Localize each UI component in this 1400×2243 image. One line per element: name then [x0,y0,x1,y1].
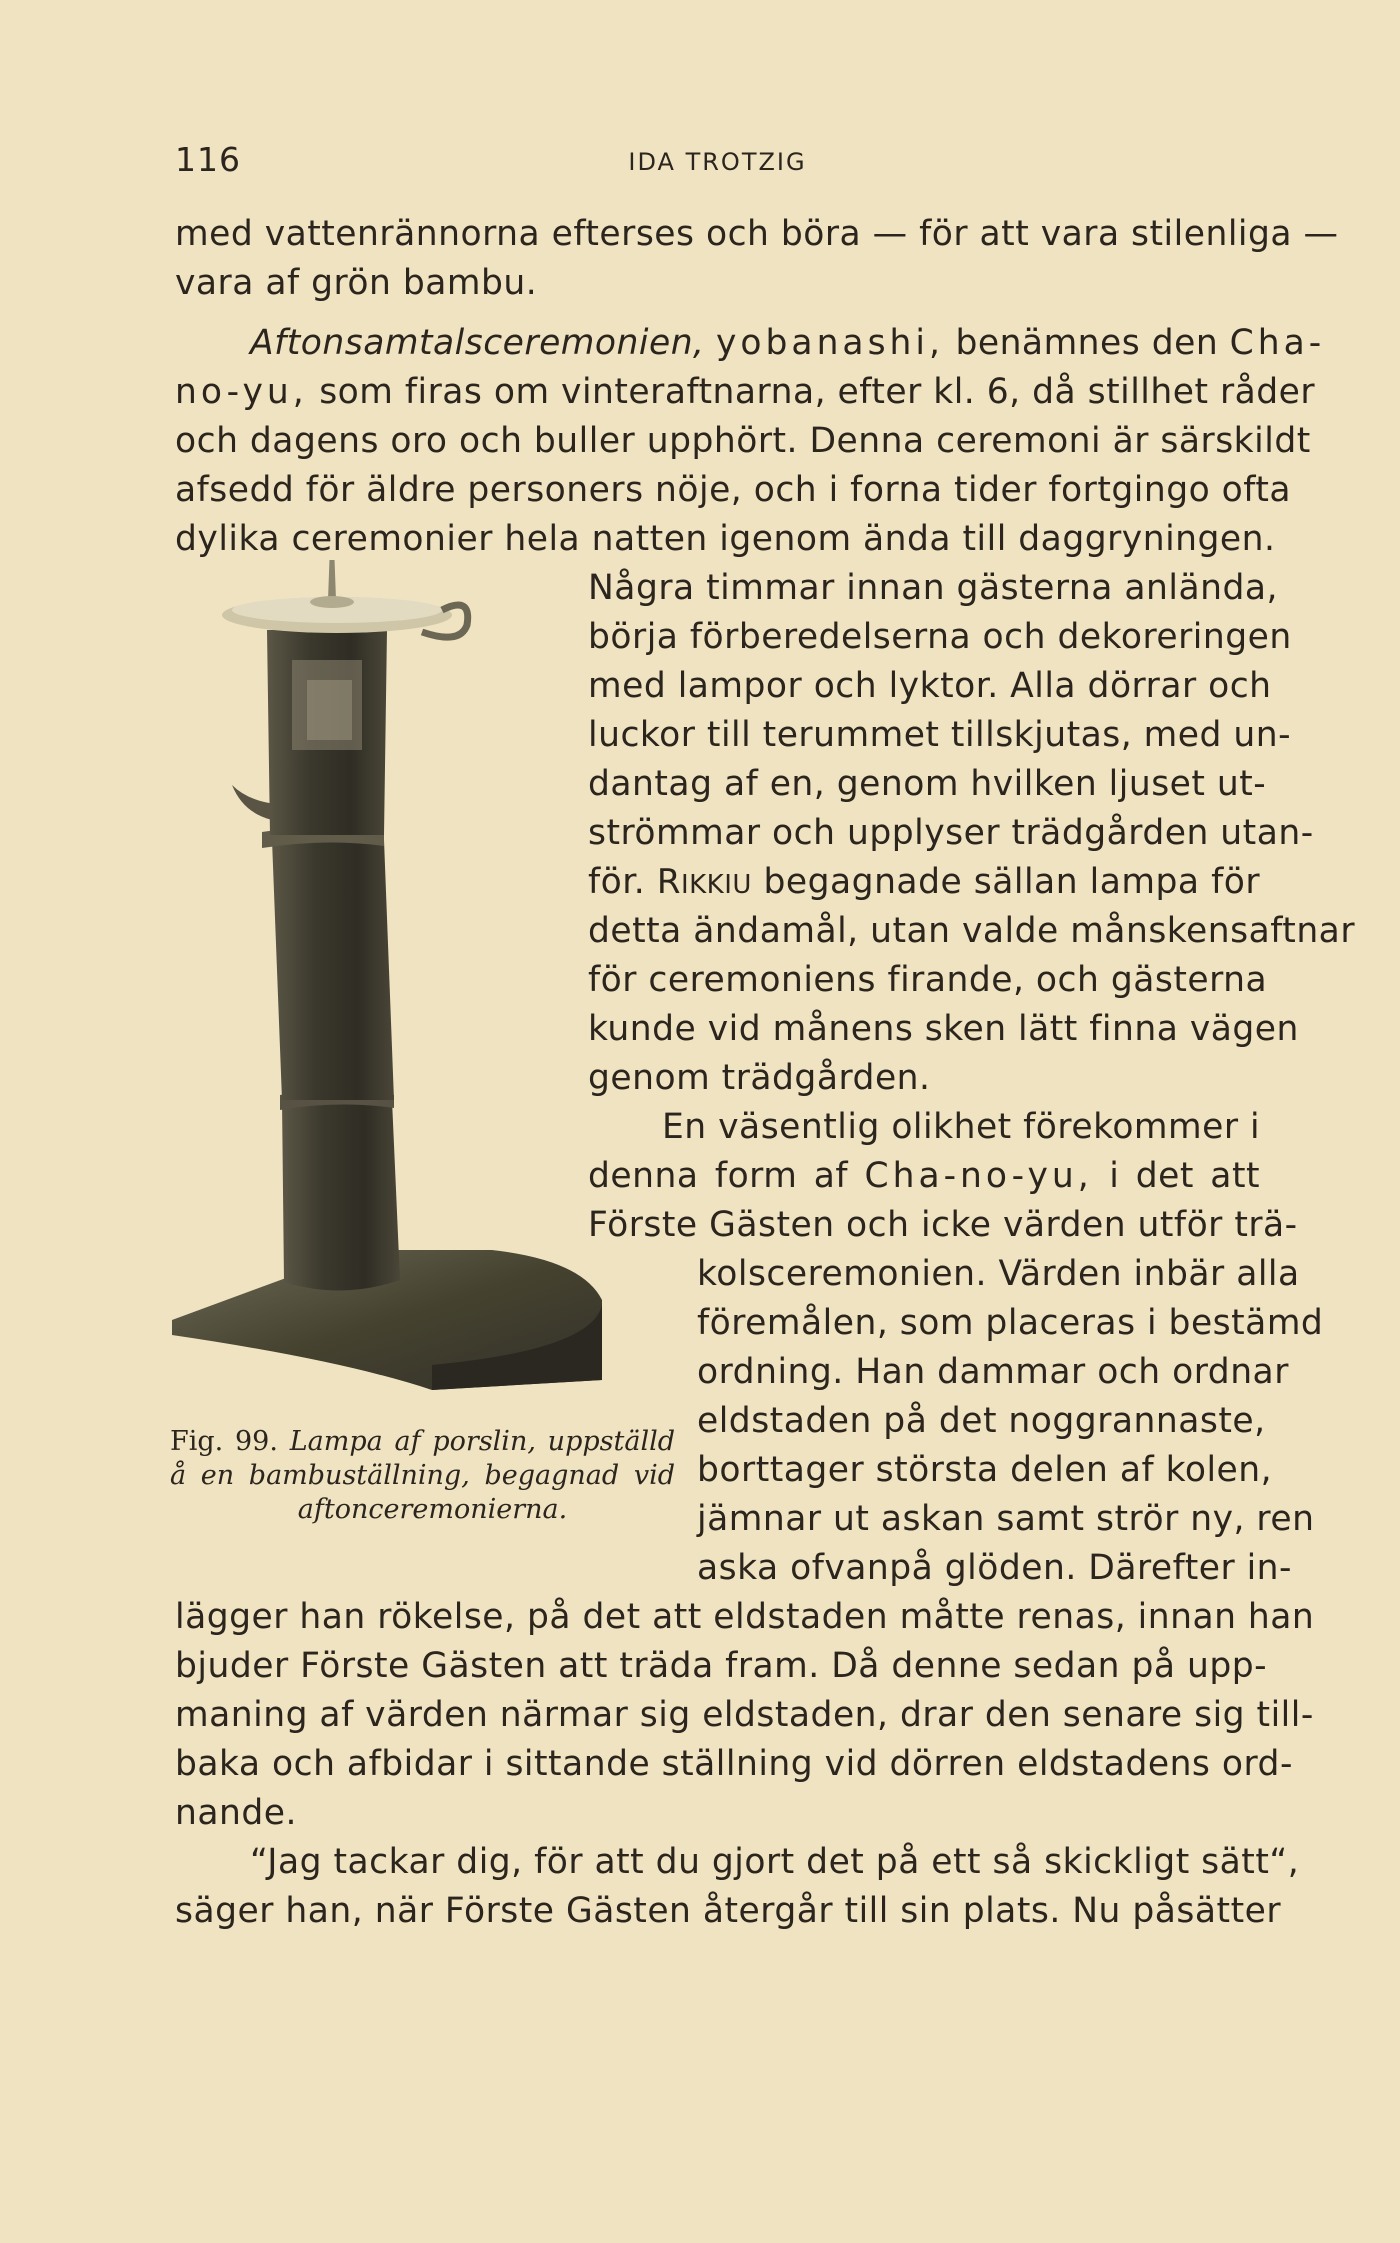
text-span: denna form af [588,1156,849,1196]
text-line: aska ofvanpå glöden. Därefter in- [697,1548,1292,1588]
text-line: säger han, när Förste Gästen återgår till sin plats. Nu påsätter [175,1891,1282,1931]
term-no-yu: no-yu, [175,372,308,412]
text-line: strömmar och upplyser trädgården utan- [588,813,1314,853]
text-span: benämnes den [955,323,1219,363]
figure-label: Fig. 99. [170,1426,278,1457]
text-line: jämnar ut askan samt strör ny, ren [697,1499,1315,1539]
term-cha: Cha- [1229,323,1326,363]
page-header [175,140,1260,180]
text-line: baka och afbidar i sittande ställning vid dörren eldstadens ord- [175,1744,1293,1784]
caption-line: aftonceremonierna. [297,1494,568,1525]
text-line: nande. [175,1793,297,1833]
caption-line: å en bambuställning, begagnad vid [170,1460,675,1491]
term-yobanashi: yobanashi, [716,323,944,363]
section-title: Aftonsamtalsceremonien, [250,323,705,363]
text-line: “Jag tackar dig, för att du gjort det på ett så skickligt sätt“, [250,1842,1300,1882]
text-line: genom trädgården. [588,1058,931,1098]
caption-text: Lampa af porslin, uppställd [289,1426,675,1457]
lamp-illustration [162,560,682,1420]
text-span: i det att [1109,1156,1261,1196]
text-line [175,368,1316,417]
text-line: eldstaden på det noggrannaste, [697,1401,1266,1441]
text-line: En väsentlig olikhet förekommer i [662,1107,1261,1147]
text-span: som firas om vinteraftnarna, efter kl. 6, då stillhet råder [319,372,1316,412]
text-line [588,1152,1260,1201]
text-line: föremålen, som placeras i bestämd [697,1303,1324,1343]
figure-caption [170,1425,675,1527]
text-line: ordning. Han dammar och ordnar [697,1352,1289,1392]
text-line: kunde vid månens sken lätt finna vägen [588,1009,1299,1049]
text-line: för ceremoniens firande, och gästerna [588,960,1268,1000]
page-number: 116 [175,140,241,179]
text-line: Förste Gästen och icke värden utför trä- [588,1205,1298,1245]
caption-line [170,1425,675,1459]
text-line: börja förberedelserna och dekoreringen [588,617,1292,657]
text-line: och dagens oro och buller upphört. Denna ceremoni är särskildt [175,421,1311,461]
text-line [250,319,1326,368]
term-cha-no-yu: Cha-no-yu, [864,1156,1093,1196]
text-line: detta ändamål, utan valde månskensaftnar [588,911,1356,951]
text-line: vara af grön bambu. [175,263,538,303]
text-line: lägger han rökelse, på det att eldstaden måtte renas, innan han [175,1597,1315,1637]
text-line: luckor till terummet tillskjutas, med un- [588,715,1292,755]
text-span: för. [588,862,646,902]
text-line [588,858,1260,907]
text-line: maning af värden närmar sig eldstaden, drar den senare sig till- [175,1695,1314,1735]
text-span: begagnade sällan lampa för [763,862,1261,902]
text-line: afsedd för äldre personers nöje, och i forna tider fortgingo ofta [175,470,1291,510]
text-line: med lampor och lyktor. Alla dörrar och [588,666,1272,706]
lamp-photo-icon [162,560,682,1420]
text-line: Några timmar innan gästerna anlända, [588,568,1278,608]
text-line: dylika ceremonier hela natten igenom ända till daggryningen. [175,519,1276,559]
text-line: dantag af en, genom hvilken ljuset ut- [588,764,1267,804]
name-rikkiu: RIKKIU [656,862,752,902]
running-title: IDA TROTZIG [628,148,807,176]
text-line: bjuder Förste Gästen att träda fram. Då denne sedan på upp- [175,1646,1268,1686]
text-line: kolsceremonien. Värden inbär alla [697,1254,1300,1294]
text-line: borttager största delen af kolen, [697,1450,1273,1490]
text-line: med vattenrännorna efterses och böra — för att vara stilenliga — [175,214,1339,254]
